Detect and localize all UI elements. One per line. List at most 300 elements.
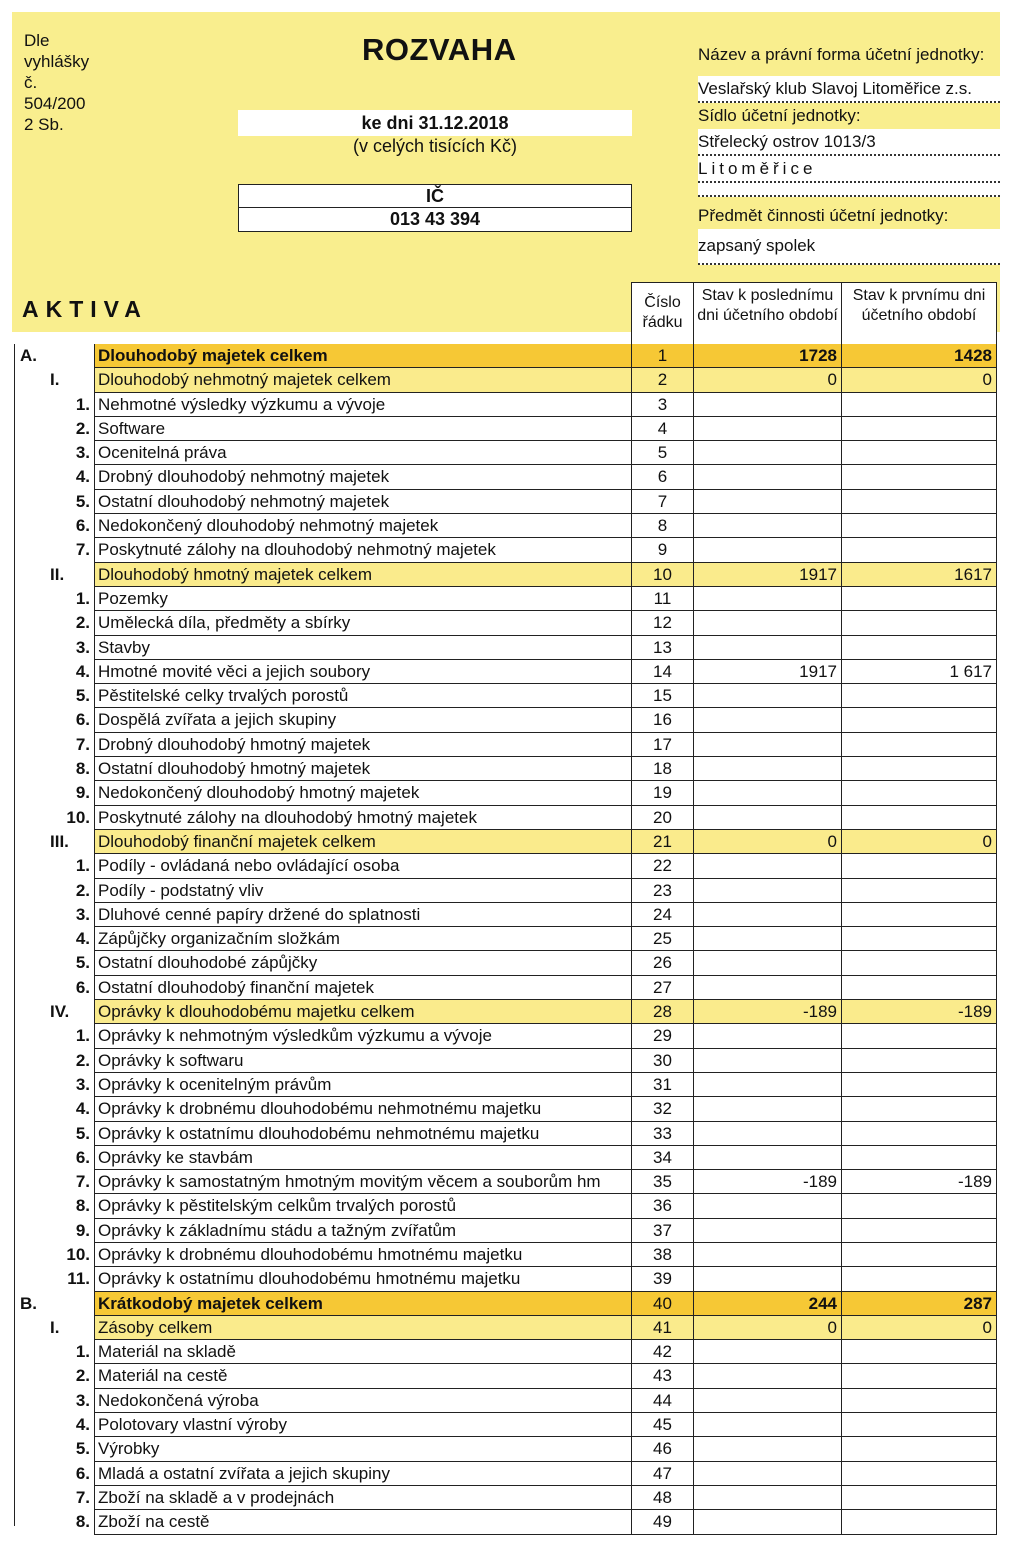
table-row — [14, 733, 997, 757]
value-current: 0 — [693, 1316, 841, 1340]
row-label: Poskytnuté zálohy na dlouhodobý hmotný majetek — [94, 806, 631, 830]
row-label: Oprávky k ocenitelným právům — [94, 1073, 631, 1097]
row-mark: III. — [50, 831, 69, 851]
row-number: 38 — [631, 1243, 693, 1267]
value-previous — [841, 538, 997, 562]
value-previous — [841, 1364, 997, 1388]
row-mark: 1. — [75, 394, 90, 414]
row-label: Pozemky — [94, 587, 631, 611]
row-mark: 7. — [75, 540, 90, 560]
table-row — [14, 660, 997, 684]
row-mark: II. — [50, 564, 65, 584]
row-label: Nehmotné výsledky výzkumu a vývoje — [94, 393, 631, 417]
table-row — [14, 1024, 997, 1048]
table-row — [14, 587, 997, 611]
row-mark: 5. — [75, 1439, 90, 1459]
value-current — [693, 976, 841, 1000]
row-label: Ostatní dlouhodobý finanční majetek — [94, 976, 631, 1000]
value-current — [693, 1413, 841, 1437]
row-label: Dluhové cenné papíry držené do splatnosti — [94, 903, 631, 927]
row-number: 18 — [631, 757, 693, 781]
table-row — [14, 1267, 997, 1291]
row-mark: 3. — [75, 1074, 90, 1094]
value-current — [693, 1097, 841, 1121]
value-previous — [841, 879, 997, 903]
value-previous — [841, 1389, 997, 1413]
row-number: 6 — [631, 465, 693, 489]
row-number: 17 — [631, 733, 693, 757]
value-current: 1917 — [693, 660, 841, 684]
row-mark: 4. — [75, 929, 90, 949]
row-mark: 10. — [66, 807, 90, 827]
row-label: Oprávky k ostatnímu dlouhodobému nehmotnému majetku — [94, 1122, 631, 1146]
value-previous: 0 — [841, 368, 997, 392]
value-current — [693, 903, 841, 927]
table-row — [14, 1292, 997, 1316]
row-label: Ocenitelná práva — [94, 441, 631, 465]
entity-info — [698, 42, 1000, 265]
value-current — [693, 490, 841, 514]
row-label: Stavby — [94, 636, 631, 660]
table-row — [14, 441, 997, 465]
value-previous — [841, 781, 997, 805]
row-label: Oprávky k ostatnímu dlouhodobému hmotnému majetku — [94, 1267, 631, 1291]
row-label: Oprávky k drobnému dlouhodobému hmotnému majetku — [94, 1243, 631, 1267]
row-label: Nedokončený dlouhodobý nehmotný majetek — [94, 514, 631, 538]
table-row — [14, 1340, 997, 1364]
row-label: Drobný dlouhodobý nehmotný majetek — [94, 465, 631, 489]
value-previous — [841, 636, 997, 660]
table-row — [14, 830, 997, 854]
value-previous: 1 617 — [841, 660, 997, 684]
table-row — [14, 636, 997, 660]
value-current — [693, 1510, 841, 1534]
section-title-aktiva: AKTIVA — [22, 296, 148, 322]
row-label: Oprávky k softwaru — [94, 1049, 631, 1073]
value-previous — [841, 1437, 997, 1461]
value-previous — [841, 733, 997, 757]
row-mark: 5. — [75, 686, 90, 706]
value-current: 1728 — [693, 344, 841, 368]
value-current — [693, 1486, 841, 1510]
row-mark: 5. — [75, 1123, 90, 1143]
row-number: 40 — [631, 1292, 693, 1316]
row-mark: 2. — [75, 880, 90, 900]
row-number: 29 — [631, 1024, 693, 1048]
row-mark: B. — [20, 1293, 37, 1313]
seat-street: Střelecký ostrov 1013/3 — [698, 129, 1000, 156]
value-previous: 1617 — [841, 563, 997, 587]
value-current: -189 — [693, 1000, 841, 1024]
row-label: Podíly - podstatný vliv — [94, 879, 631, 903]
currency-unit: (v celých tisících Kč) — [352, 136, 518, 156]
value-current — [693, 1267, 841, 1291]
value-previous — [841, 854, 997, 878]
value-current — [693, 441, 841, 465]
value-previous — [841, 1413, 997, 1437]
value-current: 0 — [693, 830, 841, 854]
row-label: Oprávky k drobnému dlouhodobému nehmotnému majetku — [94, 1097, 631, 1121]
row-number: 37 — [631, 1219, 693, 1243]
row-number: 1 — [631, 344, 693, 368]
seat-city: Litoměřice — [698, 156, 1000, 183]
value-current — [693, 708, 841, 732]
value-current: 244 — [693, 1292, 841, 1316]
row-label: Software — [94, 417, 631, 441]
table-row — [14, 1437, 997, 1461]
value-current — [693, 636, 841, 660]
row-mark: 2. — [75, 1050, 90, 1070]
row-label: Ostatní dlouhodobý nehmotný majetek — [94, 490, 631, 514]
row-label: Zboží na cestě — [94, 1510, 631, 1534]
row-number: 23 — [631, 879, 693, 903]
ic-label: IČ — [239, 185, 631, 208]
row-number: 24 — [631, 903, 693, 927]
row-number: 8 — [631, 514, 693, 538]
entity-name-label: Název a právní forma účetní jednotky: — [698, 45, 985, 64]
activity-label: Předmět činnosti účetní jednotky: — [698, 206, 949, 225]
row-number: 41 — [631, 1316, 693, 1340]
value-current — [693, 1122, 841, 1146]
row-label: Oprávky k samostatným hmotným movitým věcem a souborům hm — [94, 1170, 631, 1194]
row-label: Zápůjčky organizačním složkám — [94, 927, 631, 951]
row-mark: 8. — [75, 1196, 90, 1216]
table-row — [14, 976, 997, 1000]
table-row — [14, 1049, 997, 1073]
row-number: 3 — [631, 393, 693, 417]
row-number: 7 — [631, 490, 693, 514]
row-number: 20 — [631, 806, 693, 830]
row-label: Zásoby celkem — [94, 1316, 631, 1340]
value-current — [693, 514, 841, 538]
row-mark: 7. — [75, 1172, 90, 1192]
ic-value: 013 43 394 — [389, 209, 481, 229]
row-number: 49 — [631, 1510, 693, 1534]
row-label: Dlouhodobý majetek celkem — [94, 344, 631, 368]
value-current — [693, 538, 841, 562]
value-current: 0 — [693, 368, 841, 392]
table-row — [14, 563, 997, 587]
row-label: Materiál na cestě — [94, 1364, 631, 1388]
row-mark: 6. — [75, 1463, 90, 1483]
row-number: 5 — [631, 441, 693, 465]
value-current — [693, 1340, 841, 1364]
row-mark: 1. — [75, 1342, 90, 1362]
value-previous — [841, 587, 997, 611]
balance-date: ke dni 31.12.2018 — [238, 110, 632, 136]
value-previous — [841, 1122, 997, 1146]
row-mark: 10. — [66, 1244, 90, 1264]
row-mark: 7. — [75, 734, 90, 754]
col-header-row-number: Číslo řádku — [631, 282, 693, 344]
row-label: Drobný dlouhodobý hmotný majetek — [94, 733, 631, 757]
table-row — [14, 1219, 997, 1243]
row-number: 30 — [631, 1049, 693, 1073]
row-number: 2 — [631, 368, 693, 392]
value-current — [693, 393, 841, 417]
entity-name: Veslařský klub Slavoj Litoměřice z.s. — [698, 76, 1000, 103]
value-current — [693, 1073, 841, 1097]
value-previous — [841, 490, 997, 514]
table-row — [14, 806, 997, 830]
value-current — [693, 1219, 841, 1243]
row-number: 15 — [631, 684, 693, 708]
row-mark: 1. — [75, 1026, 90, 1046]
table-row — [14, 1146, 997, 1170]
row-mark: I. — [50, 370, 60, 390]
value-previous — [841, 465, 997, 489]
value-current — [693, 1389, 841, 1413]
row-mark: 4. — [75, 1099, 90, 1119]
row-number: 35 — [631, 1170, 693, 1194]
row-label: Dospělá zvířata a jejich skupiny — [94, 708, 631, 732]
value-current — [693, 587, 841, 611]
row-mark: 2. — [75, 613, 90, 633]
row-label: Oprávky k dlouhodobému majetku celkem — [94, 1000, 631, 1024]
row-mark: 1. — [75, 856, 90, 876]
value-current — [693, 879, 841, 903]
value-previous — [841, 514, 997, 538]
table-row — [14, 1243, 997, 1267]
row-mark: 6. — [75, 977, 90, 997]
value-previous — [841, 1340, 997, 1364]
row-label: Oprávky k nehmotným výsledkům výzkumu a vývoje — [94, 1024, 631, 1048]
row-label: Výrobky — [94, 1437, 631, 1461]
value-previous — [841, 1243, 997, 1267]
value-previous — [841, 417, 997, 441]
table-row — [14, 465, 997, 489]
value-previous — [841, 1267, 997, 1291]
row-number: 26 — [631, 951, 693, 975]
value-current — [693, 854, 841, 878]
value-previous: -189 — [841, 1170, 997, 1194]
row-number: 12 — [631, 611, 693, 635]
row-number: 27 — [631, 976, 693, 1000]
value-previous — [841, 1510, 997, 1534]
row-mark: 2. — [75, 1366, 90, 1386]
value-previous — [841, 1194, 997, 1218]
row-label: Podíly - ovládaná nebo ovládající osoba — [94, 854, 631, 878]
row-label: Dlouhodobý hmotný majetek celkem — [94, 563, 631, 587]
row-label: Oprávky k základnímu stádu a tažným zvířatům — [94, 1219, 631, 1243]
col-header-previous: Stav k prvnímu dni účetního období — [841, 282, 997, 344]
row-mark: 1. — [75, 588, 90, 608]
table-row — [14, 1413, 997, 1437]
value-previous — [841, 1073, 997, 1097]
table-row — [14, 854, 997, 878]
row-label: Ostatní dlouhodobé zápůjčky — [94, 951, 631, 975]
value-previous — [841, 903, 997, 927]
table-row — [14, 514, 997, 538]
row-number: 19 — [631, 781, 693, 805]
table-row — [14, 344, 997, 368]
table-row — [14, 417, 997, 441]
value-previous: 287 — [841, 1292, 997, 1316]
seat-label: Sídlo účetní jednotky: — [698, 106, 861, 125]
table-row — [14, 903, 997, 927]
row-number: 22 — [631, 854, 693, 878]
table-row — [14, 1194, 997, 1218]
table-row — [14, 951, 997, 975]
value-current — [693, 1462, 841, 1486]
table-row — [14, 1000, 997, 1024]
row-mark: A. — [20, 346, 37, 365]
row-number: 42 — [631, 1340, 693, 1364]
table-row — [14, 708, 997, 732]
row-number: 9 — [631, 538, 693, 562]
row-label: Oprávky k pěstitelským celkům trvalých porostů — [94, 1194, 631, 1218]
row-label: Dlouhodobý nehmotný majetek celkem — [94, 368, 631, 392]
row-mark: 5. — [75, 491, 90, 511]
row-mark: 2. — [75, 418, 90, 438]
row-mark: 8. — [75, 1512, 90, 1532]
value-previous — [841, 1462, 997, 1486]
table-row — [14, 1170, 997, 1194]
value-previous — [841, 927, 997, 951]
value-previous — [841, 1146, 997, 1170]
row-number: 33 — [631, 1122, 693, 1146]
table-row — [14, 1389, 997, 1413]
row-mark: 3. — [75, 637, 90, 657]
value-current: 1917 — [693, 563, 841, 587]
seat-extra-line — [698, 183, 1000, 197]
row-label: Poskytnuté zálohy na dlouhodobý nehmotný majetek — [94, 538, 631, 562]
value-previous — [841, 1486, 997, 1510]
row-mark: 7. — [75, 1487, 90, 1507]
value-current: -189 — [693, 1170, 841, 1194]
row-label: Nedokončený dlouhodobý hmotný majetek — [94, 781, 631, 805]
row-number: 34 — [631, 1146, 693, 1170]
row-label: Oprávky ke stavbám — [94, 1146, 631, 1170]
row-number: 32 — [631, 1097, 693, 1121]
table-row — [14, 757, 997, 781]
row-mark: 5. — [75, 953, 90, 973]
row-mark: 3. — [75, 1390, 90, 1410]
value-previous — [841, 684, 997, 708]
table-row — [14, 1510, 997, 1534]
value-current — [693, 951, 841, 975]
row-number: 21 — [631, 830, 693, 854]
row-label: Dlouhodobý finanční majetek celkem — [94, 830, 631, 854]
value-previous: -189 — [841, 1000, 997, 1024]
row-mark: 9. — [75, 783, 90, 803]
value-current — [693, 1049, 841, 1073]
value-previous: 0 — [841, 1316, 997, 1340]
value-current — [693, 806, 841, 830]
row-number: 11 — [631, 587, 693, 611]
row-number: 14 — [631, 660, 693, 684]
table-row — [14, 1073, 997, 1097]
col-header-current: Stav k poslednímu dni účetního období — [693, 282, 841, 344]
value-current — [693, 757, 841, 781]
row-mark: 6. — [75, 710, 90, 730]
value-current — [693, 611, 841, 635]
row-number: 43 — [631, 1364, 693, 1388]
table-row — [14, 684, 997, 708]
row-number: 10 — [631, 563, 693, 587]
row-number: 48 — [631, 1486, 693, 1510]
law-reference: Dle vyhlášky č. 504/200 2 Sb. — [24, 31, 90, 134]
row-mark: 3. — [75, 904, 90, 924]
row-mark: 4. — [75, 1415, 90, 1435]
row-mark: 4. — [75, 661, 90, 681]
row-number: 46 — [631, 1437, 693, 1461]
row-label: Polotovary vlastní výroby — [94, 1413, 631, 1437]
value-previous — [841, 393, 997, 417]
row-number: 47 — [631, 1462, 693, 1486]
row-number: 25 — [631, 927, 693, 951]
value-current — [693, 465, 841, 489]
value-current — [693, 1146, 841, 1170]
row-mark: 4. — [75, 467, 90, 487]
table-row — [14, 879, 997, 903]
document-title: ROZVAHA — [362, 32, 517, 67]
value-current — [693, 927, 841, 951]
value-previous — [841, 951, 997, 975]
table-row — [14, 1122, 997, 1146]
table-row — [14, 781, 997, 805]
value-current — [693, 1024, 841, 1048]
row-mark: I. — [50, 1317, 60, 1337]
row-number: 31 — [631, 1073, 693, 1097]
value-previous — [841, 1049, 997, 1073]
row-number: 45 — [631, 1413, 693, 1437]
value-current — [693, 733, 841, 757]
row-mark: 11. — [67, 1269, 90, 1289]
value-current — [693, 417, 841, 441]
value-previous — [841, 708, 997, 732]
row-label: Pěstitelské celky trvalých porostů — [94, 684, 631, 708]
row-label: Krátkodobý majetek celkem — [94, 1292, 631, 1316]
value-current — [693, 1194, 841, 1218]
row-number: 13 — [631, 636, 693, 660]
row-label: Hmotné movité věci a jejich soubory — [94, 660, 631, 684]
row-mark: IV. — [50, 1002, 70, 1022]
value-previous: 1428 — [841, 344, 997, 368]
row-label: Materiál na skladě — [94, 1340, 631, 1364]
table-row — [14, 1316, 997, 1340]
value-previous — [841, 441, 997, 465]
value-current — [693, 1243, 841, 1267]
row-label: Nedokončená výroba — [94, 1389, 631, 1413]
row-mark: 6. — [75, 516, 90, 536]
row-label: Zboží na skladě a v prodejnách — [94, 1486, 631, 1510]
row-number: 28 — [631, 1000, 693, 1024]
table-row — [14, 368, 997, 392]
table-row — [14, 538, 997, 562]
table-row — [14, 393, 997, 417]
row-number: 16 — [631, 708, 693, 732]
value-previous — [841, 1024, 997, 1048]
table-row — [14, 1364, 997, 1388]
row-mark: 3. — [75, 443, 90, 463]
table-row — [14, 611, 997, 635]
value-previous: 0 — [841, 830, 997, 854]
activity: zapsaný spolek — [698, 229, 1000, 265]
value-previous — [841, 1097, 997, 1121]
value-previous — [841, 806, 997, 830]
value-current — [693, 1437, 841, 1461]
value-previous — [841, 611, 997, 635]
value-current — [693, 781, 841, 805]
row-number: 39 — [631, 1267, 693, 1291]
balance-table — [14, 344, 997, 1535]
row-mark: 8. — [75, 759, 90, 779]
value-previous — [841, 757, 997, 781]
table-row — [14, 1097, 997, 1121]
value-current — [693, 684, 841, 708]
table-row — [14, 927, 997, 951]
